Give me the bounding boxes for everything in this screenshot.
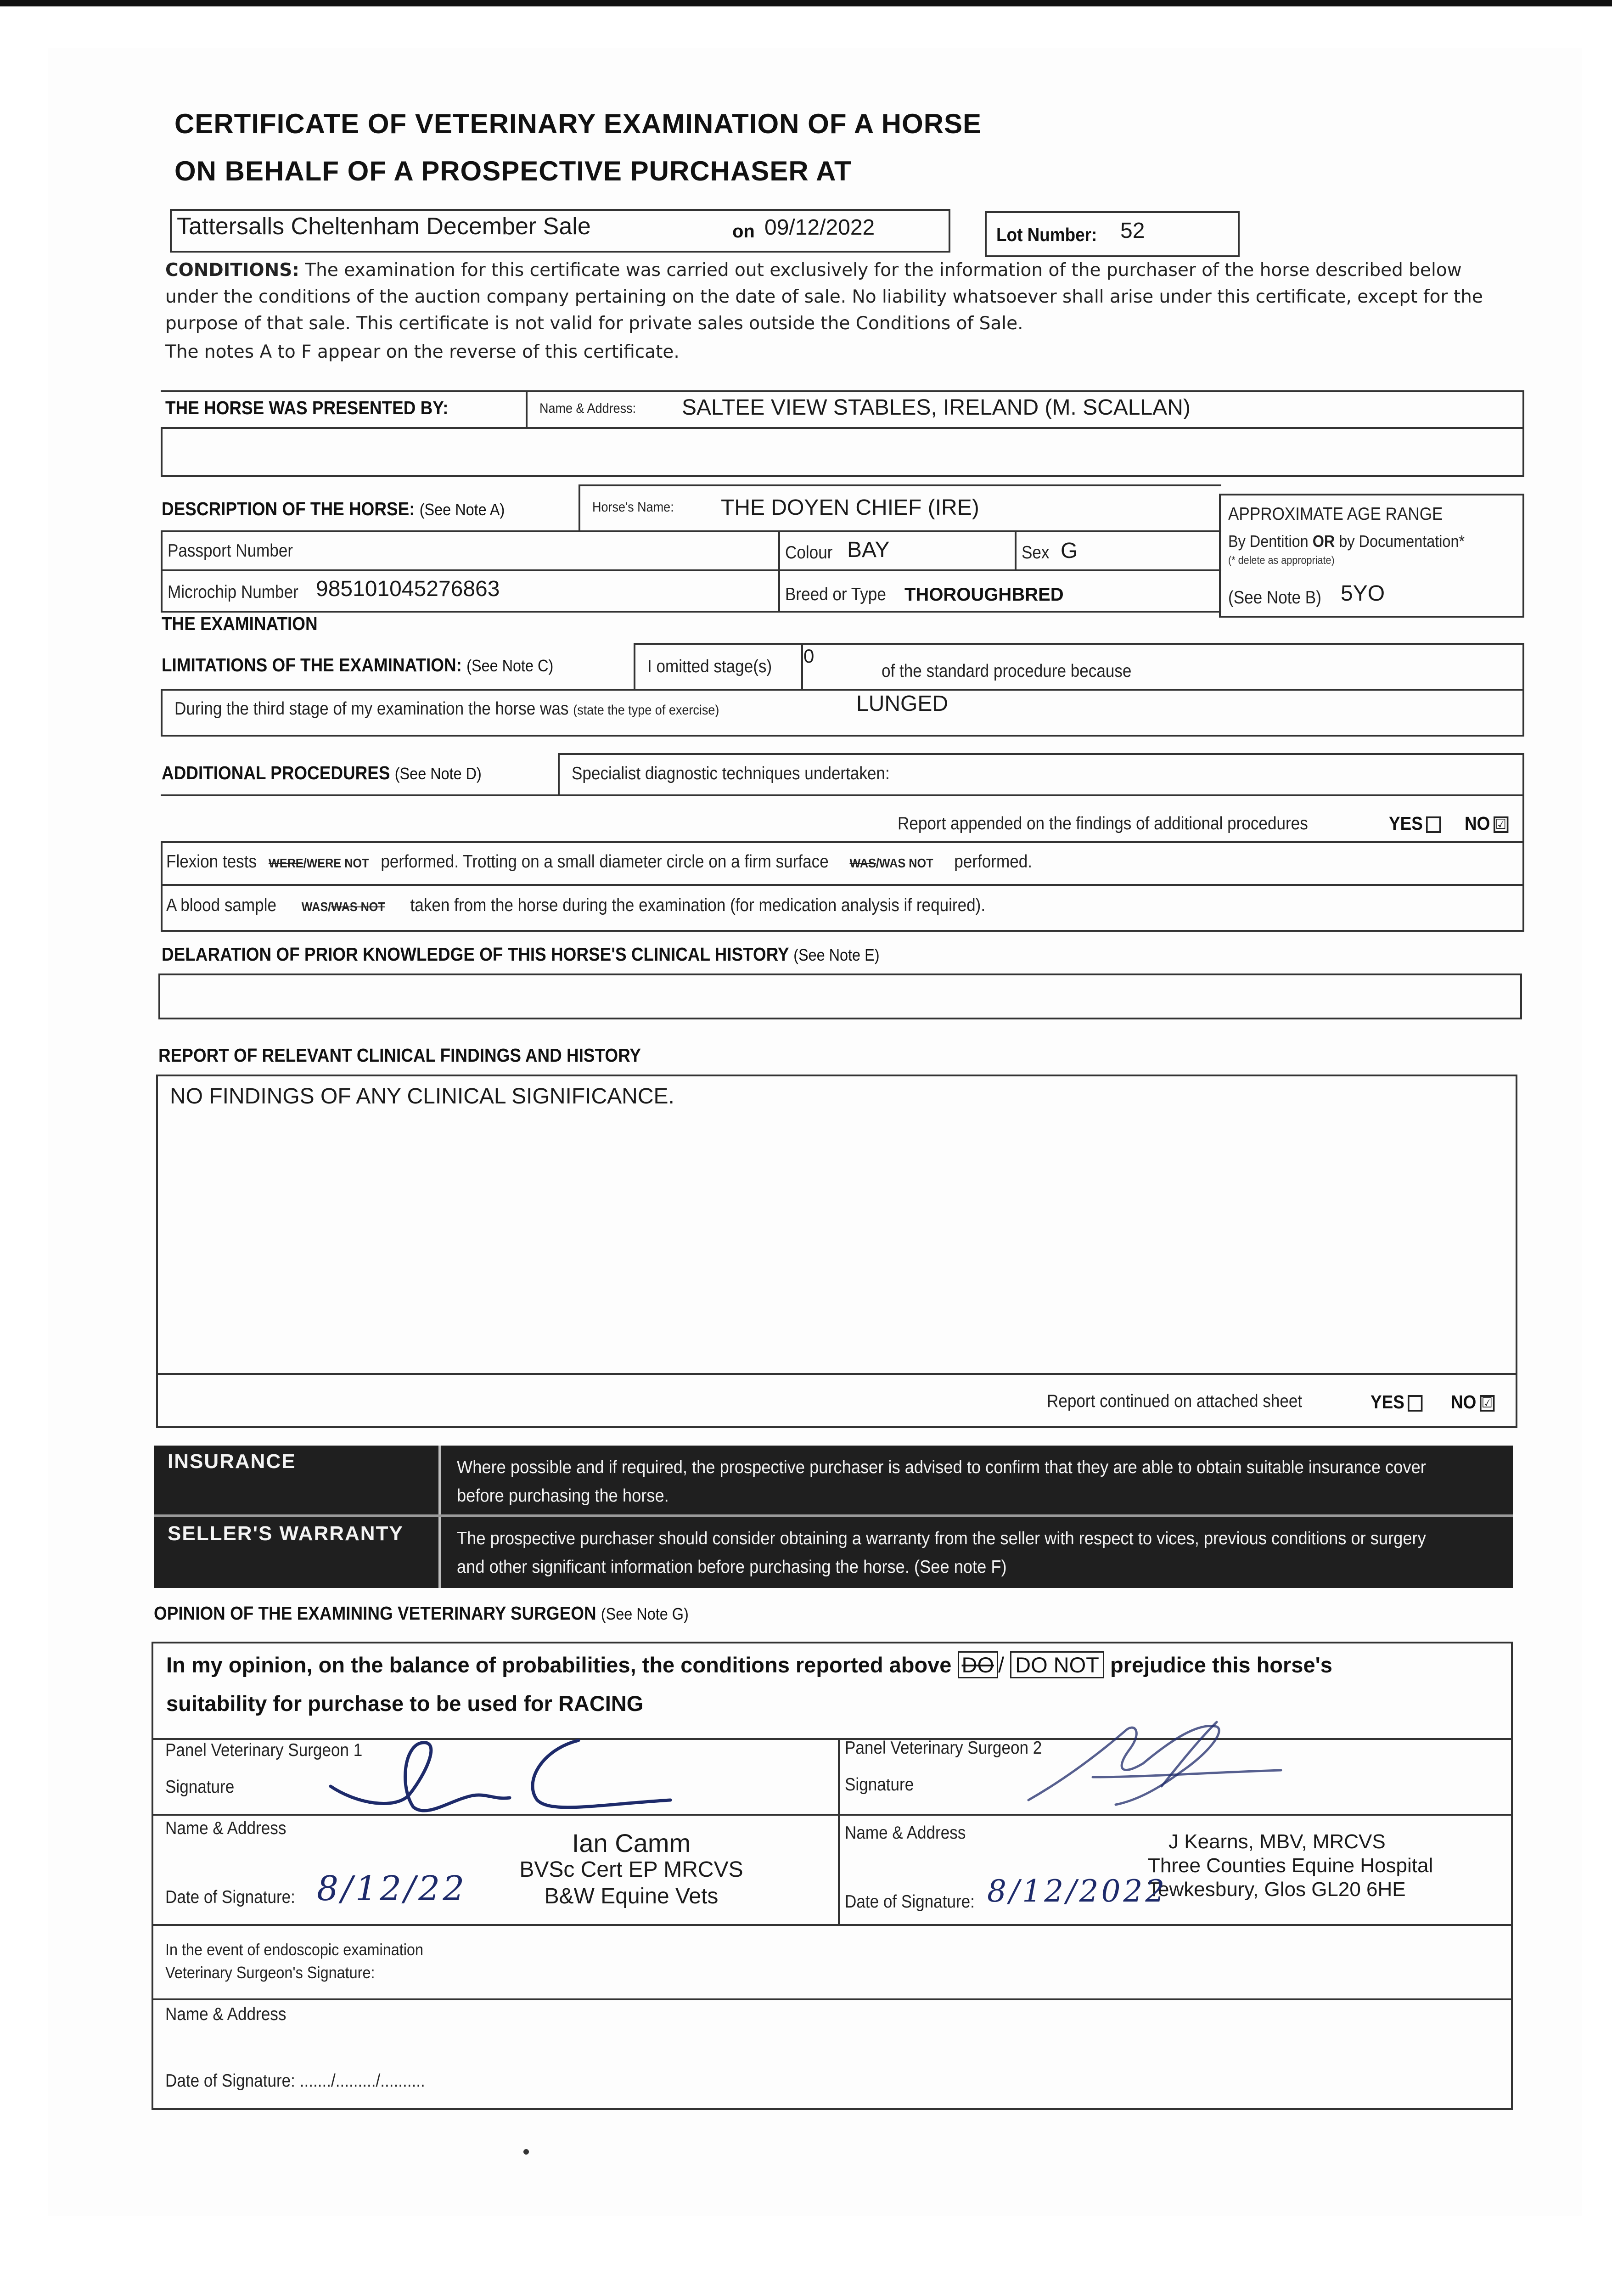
rule — [161, 427, 163, 477]
rule — [1522, 390, 1524, 477]
blood-line — [166, 895, 985, 916]
rule — [161, 930, 1524, 932]
lot-label: Lot Number: — [996, 224, 1097, 245]
endoscopic-date-placeholder: ......./........./.......... — [299, 2071, 425, 2091]
blood-options — [302, 900, 385, 914]
panel2-title: Panel Veterinary Surgeon 2 — [845, 1738, 1042, 1758]
rule — [778, 530, 780, 612]
third-stage-prefix: During the third stage of my examination the horse was — [174, 699, 569, 719]
flexion-mid-text: performed. Trotting on a small diameter circle on a firm surface — [381, 852, 829, 872]
endoscopic-line-1: In the event of endoscopic examination — [165, 1940, 423, 1959]
limitations-label-text: LIMITATIONS OF THE EXAMINATION: — [162, 654, 462, 675]
warranty-body — [457, 1525, 1527, 1581]
sale-on-label: on — [732, 221, 755, 242]
sale-name: Tattersalls Cheltenham December Sale — [177, 213, 591, 240]
rule — [161, 794, 1524, 796]
flexion-were-not: WERE NOT — [306, 856, 369, 870]
declaration-note: (See Note E) — [793, 945, 880, 964]
panel2-practice: Three Counties Equine Hospital — [1148, 1854, 1433, 1877]
rule — [161, 569, 1221, 571]
rule — [579, 484, 580, 530]
panel1-name-label: Name & Address — [165, 1818, 286, 1838]
lot-number: 52 — [1120, 219, 1145, 243]
blood-sep: / — [328, 900, 331, 914]
panel1-title: Panel Veterinary Surgeon 1 — [165, 1740, 363, 1760]
specialist-label: Specialist diagnostic techniques undertaken: — [572, 764, 890, 783]
rule — [161, 735, 1524, 737]
microchip-value: 985101045276863 — [316, 577, 500, 601]
limitations-note: (See Note C) — [466, 656, 554, 675]
panel2-date-value: 8/12/2022 — [987, 1874, 1168, 1909]
opinion-note: (See Note G) — [601, 1604, 689, 1623]
rule — [634, 643, 1524, 645]
panel1-qualifications: BVSc Cert EP MRCVS — [519, 1857, 743, 1882]
flexion-prefix: Flexion tests — [166, 852, 257, 872]
examination-label: THE EXAMINATION — [162, 613, 318, 634]
sale-date: 09/12/2022 — [764, 215, 875, 240]
rule — [161, 611, 1221, 613]
horse-name-value: THE DOYEN CHIEF (IRE) — [721, 495, 979, 520]
report-continued-label: Report continued on attached sheet — [1047, 1391, 1303, 1411]
trot-was-not: WAS NOT — [879, 856, 933, 870]
description-label — [162, 498, 505, 520]
additional-note: (See Note D) — [394, 764, 482, 783]
opinion-sep: / — [998, 1653, 1005, 1677]
flexion-sep: / — [303, 856, 307, 870]
age-range-method — [1228, 532, 1465, 551]
description-label-text: DESCRIPTION OF THE HORSE: — [162, 498, 415, 519]
opinion-label — [154, 1603, 689, 1624]
presented-field-label: Name & Address: — [539, 401, 636, 416]
description-note: (See Note A) — [419, 500, 505, 519]
age-by-dentition: By Dentition — [1228, 532, 1309, 551]
advice-row-divider — [154, 1514, 1513, 1517]
continued-yes-checkbox[interactable] — [1408, 1395, 1422, 1412]
additional-label-text: ADDITIONAL PROCEDURES — [162, 762, 390, 783]
conditions-paragraph — [165, 257, 1506, 337]
conditions-notes: The notes A to F appear on the reverse of this certificate. — [165, 342, 680, 362]
opinion-line-1-suffix: prejudice this horse's — [1110, 1653, 1332, 1677]
panel1-name: Ian Camm — [572, 1829, 691, 1857]
panel1-date-label: Date of Signature: — [165, 1887, 295, 1907]
endoscopic-name-label: Name & Address — [165, 2004, 286, 2024]
breed-label: Breed or Type — [785, 585, 886, 604]
age-range-title: APPROXIMATE AGE RANGE — [1228, 504, 1443, 524]
warranty-heading — [168, 1522, 404, 1545]
panel2-name-label: Name & Address — [845, 1823, 966, 1843]
presented-label: THE HORSE WAS PRESENTED BY: — [165, 397, 449, 418]
continued-yes-option[interactable] — [1370, 1391, 1422, 1413]
microchip-label: Microchip Number — [168, 582, 298, 602]
rule — [161, 390, 1524, 392]
rule — [579, 484, 1221, 486]
flexion-were-struck: WERE — [268, 856, 303, 870]
rule — [1522, 643, 1524, 736]
declaration-box — [158, 974, 1522, 1019]
rule — [558, 753, 1524, 755]
rule — [161, 530, 163, 612]
endoscopic-line-2: Veterinary Surgeon's Signature: — [165, 1963, 375, 1982]
rule — [161, 427, 1524, 429]
title-line-2: ON BEHALF OF A PROSPECTIVE PURCHASER AT — [174, 156, 852, 186]
insurance-body — [457, 1453, 1531, 1510]
appended-no-label: NO — [1465, 813, 1490, 834]
report-label: REPORT OF RELEVANT CLINICAL FINDINGS AND HISTORY — [158, 1045, 641, 1066]
opinion-do-not: DO NOT — [1010, 1651, 1104, 1678]
panel2-name: J Kearns, MBV, MRCVS — [1168, 1830, 1386, 1853]
rule — [801, 643, 803, 689]
rule — [161, 475, 1524, 477]
rule — [161, 689, 163, 736]
rule — [838, 1738, 840, 1924]
omitted-value: 0 — [803, 645, 814, 667]
trot-sep: / — [876, 856, 879, 870]
passport-label: Passport Number — [168, 541, 293, 561]
continued-no-option[interactable] — [1451, 1391, 1494, 1413]
sex-label: Sex — [1022, 543, 1050, 563]
panel2-signature — [1024, 1713, 1299, 1818]
panel2-signature-label: Signature — [845, 1775, 914, 1795]
presented-value: SALTEE VIEW STABLES, IRELAND (M. SCALLAN) — [682, 395, 1191, 420]
scan-speck — [523, 2149, 529, 2155]
opinion-label-text: OPINION OF THE EXAMINING VETERINARY SURGEON — [154, 1603, 596, 1624]
report-text: NO FINDINGS OF ANY CLINICAL SIGNIFICANCE. — [170, 1084, 674, 1109]
rule — [634, 643, 635, 689]
flexion-options — [269, 856, 369, 870]
title-line-1: CERTIFICATE OF VETERINARY EXAMINATION OF A HORSE — [174, 108, 982, 139]
conditions-label: CONDITIONS: — [165, 260, 299, 281]
blood-suffix: taken from the horse during the examination (for medication analysis if required). — [410, 895, 986, 915]
declaration-label-text: DELARATION OF PRIOR KNOWLEDGE OF THIS HORSE'S CLINICAL HISTORY — [162, 944, 789, 965]
age-by-documentation: by Documentation* — [1339, 532, 1465, 551]
panel2-stamp — [1148, 1830, 1469, 1902]
warranty-text: The prospective purchaser should consider obtaining a warranty from the seller with respect to vices, previous conditions or surgery and other significant information before purchasing the horse. (See note F) — [457, 1529, 1426, 1577]
flexion-line — [166, 852, 1032, 872]
opinion-line-2: suitability for purchase to be used for RACING — [166, 1691, 644, 1716]
continued-no-checkbox[interactable]: ☑ — [1480, 1395, 1494, 1412]
appended-yes-option[interactable] — [1389, 813, 1441, 834]
endoscopic-date-line — [165, 2071, 425, 2091]
appended-no-option[interactable] — [1465, 813, 1508, 834]
omitted-suffix: of the standard procedure because — [882, 661, 1132, 681]
third-stage-label — [174, 699, 719, 719]
appended-yes-checkbox[interactable] — [1426, 816, 1441, 833]
rule — [558, 753, 560, 795]
rule — [161, 530, 1221, 532]
appended-no-checkbox[interactable]: ☑ — [1494, 816, 1508, 833]
continued-yes-label: YES — [1370, 1391, 1404, 1412]
rule — [1015, 530, 1017, 571]
advice-divider — [438, 1446, 441, 1588]
rule — [161, 884, 1524, 886]
panel1-practice: B&W Equine Vets — [544, 1884, 719, 1908]
rule — [526, 390, 528, 428]
blood-prefix: A blood sample — [166, 895, 277, 915]
warranty-label: SELLER'S WARRANTY — [168, 1522, 404, 1545]
endoscopic-date-label: Date of Signature: — [165, 2071, 295, 2091]
sex-value: G — [1061, 539, 1078, 563]
conditions-text: The examination for this certificate was carried out exclusively for the information of the purchaser of the horse described below under the conditions of the auction company pertaining on the date of sale. No liability whatsoever shall arise under this certificate, except for the purpose of that sale. This certificate is not valid for private sales outside the Conditions of Sale. — [165, 260, 1483, 334]
report-appended-label: Report appended on the findings of additional procedures — [898, 814, 1308, 833]
third-stage-note: (state the type of exercise) — [573, 703, 719, 718]
age-note: (See Note B) — [1228, 588, 1321, 608]
panel1-stamp — [510, 1830, 753, 1910]
age-or: OR — [1312, 532, 1335, 551]
panel1-signature-label: Signature — [165, 1777, 235, 1797]
exercise-value: LUNGED — [856, 692, 949, 716]
report-box — [156, 1075, 1517, 1428]
colour-value: BAY — [847, 538, 890, 562]
age-delete-note: (* delete as appropriate) — [1228, 554, 1335, 567]
declaration-label — [162, 944, 879, 965]
scan-edge — [0, 0, 1612, 6]
insurance-heading — [168, 1450, 296, 1473]
rule — [161, 841, 163, 931]
blood-was: WAS — [301, 900, 328, 914]
panel1-signature — [321, 1731, 689, 1818]
appended-yes-label: YES — [1389, 813, 1423, 834]
trot-suffix: performed. — [954, 852, 1033, 872]
insurance-label: INSURANCE — [168, 1450, 296, 1473]
insurance-text: Where possible and if required, the prospective purchaser is advised to confirm that they are able to obtain suitable insurance cover before purchasing the horse. — [457, 1458, 1426, 1506]
trot-options — [850, 856, 933, 870]
omitted-label: I omitted stage(s) — [647, 657, 772, 676]
opinion-do-struck: DO — [958, 1651, 999, 1678]
rule — [1522, 753, 1524, 931]
panel1-date-value: 8/12/22 — [317, 1869, 467, 1908]
panel2-address: Tewkesbury, Glos GL20 6HE — [1148, 1878, 1406, 1901]
rule — [161, 689, 1524, 691]
limitations-label — [162, 654, 553, 676]
continued-no-label: NO — [1451, 1391, 1477, 1412]
trot-was-struck: WAS — [849, 856, 876, 870]
opinion-line-1 — [166, 1652, 1332, 1677]
age-value: 5YO — [1341, 581, 1385, 606]
opinion-line-1-prefix: In my opinion, on the balance of probabilities, the conditions reported above — [166, 1653, 952, 1677]
additional-label — [162, 762, 482, 784]
breed-value: THOROUGHBRED — [904, 585, 1064, 605]
rule — [161, 841, 1524, 843]
horse-name-label: Horse's Name: — [592, 500, 674, 515]
rule — [152, 1998, 1513, 2000]
blood-was-not-struck: WAS NOT — [331, 900, 385, 914]
rule — [152, 1924, 1513, 1926]
rule — [156, 1373, 1517, 1375]
colour-label: Colour — [785, 543, 833, 563]
panel2-date-label: Date of Signature: — [845, 1892, 975, 1912]
